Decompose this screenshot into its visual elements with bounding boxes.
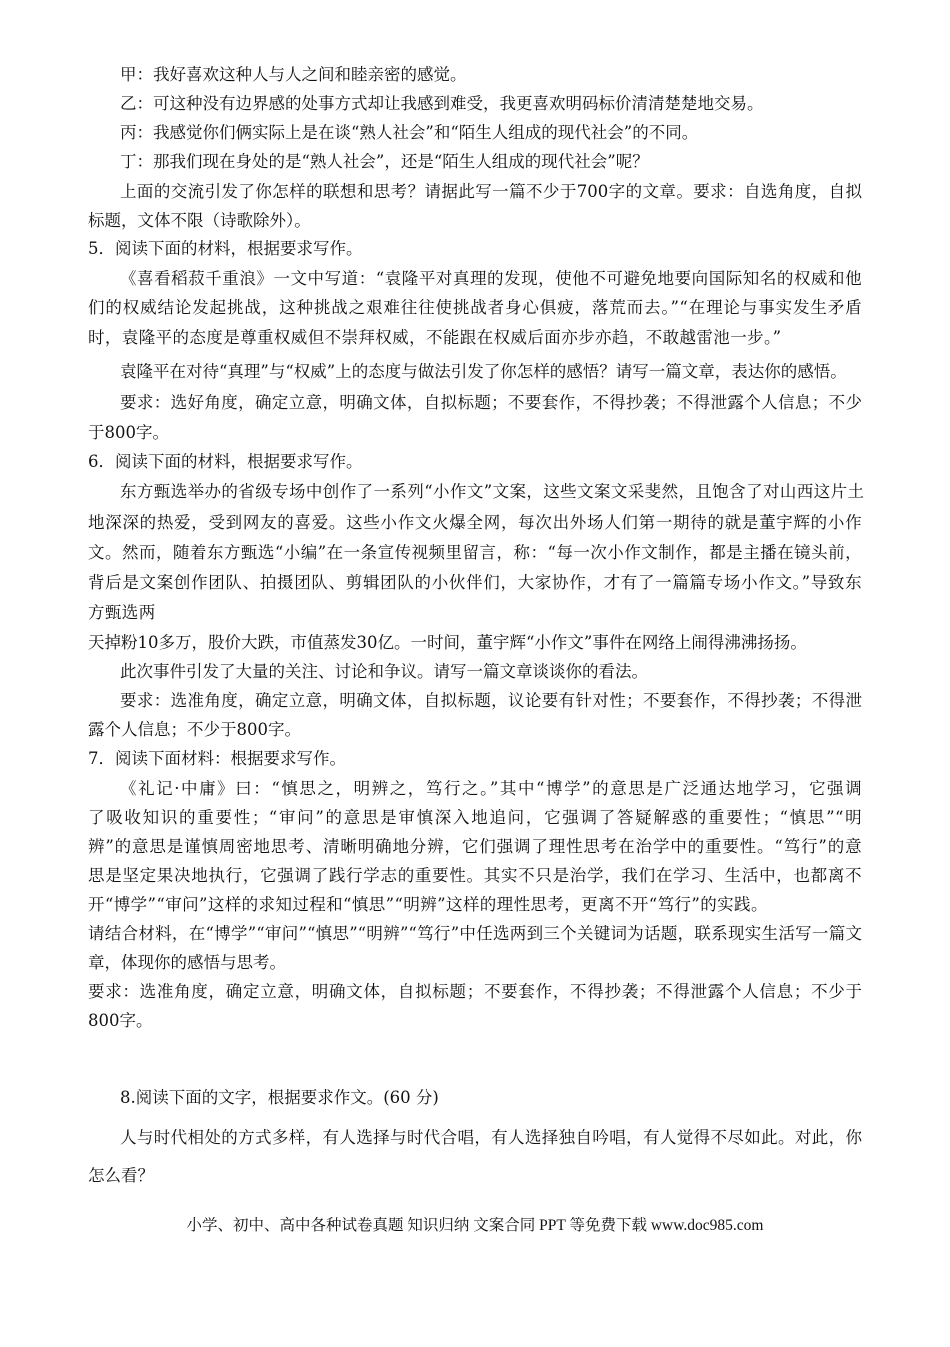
q7-material-line-4: 思是坚定果决地执行，它强调了践行学志的重要性。其实不只是治学，我们在学习、生活中，也都离不 xyxy=(88,866,862,885)
q5-requirement-line-1: 要求：选好角度，确定立意，明确文体，自拟标题；不要套作，不得抄袭；不得泄露个人信息；不少 xyxy=(120,393,862,412)
q6-task: 此次事件引发了大量的关注、讨论和争议。请写一篇文章谈谈你的看法。 xyxy=(120,662,648,681)
q8-material-line-1: 人与时代相处的方式多样，有人选择与时代合唱，有人选择独自吟唱，有人觉得不尽如此。对此，你 xyxy=(120,1128,862,1147)
q5-quote-line-2: 们的权威结论发起挑战，这种挑战之艰难往往使挑战者身心俱疲，落荒而去。”“在理论与事实发生矛盾 xyxy=(88,298,862,317)
q6-material-line-4: 背后是文案创作团队、拍摄团队、剪辑团队的小伙伴们，大家协作，才有了一篇篇专场小作文。”导致东 xyxy=(88,573,862,592)
q7-material-line-5: 开“博学”“审问”这样的求知过程和“慎思”“明辨”这样的理性思考，更离不开“笃行”的实践。 xyxy=(88,895,768,914)
q7-heading: 7．阅读下面材料：根据要求写作。 xyxy=(88,749,346,768)
dialogue-ding: 丁：那我们现在身处的是“熟人社会”，还是“陌生人组成的现代社会”呢？ xyxy=(120,152,649,171)
dialogue-yi: 乙：可这种没有边界感的处事方式却让我感到难受，我更喜欢明码标价清清楚楚地交易。 xyxy=(120,94,764,113)
q6-material-line-2: 地深深的热爱，受到网友的喜爱。这些小作文火爆全网，每次出外场人们第一期待的就是董宇辉的小作 xyxy=(88,513,862,532)
dialogue-prompt-line-1: 上面的交流引发了你怎样的联想和思考？请据此写一篇不少于700字的文章。要求：自选角度，自拟 xyxy=(120,182,862,201)
q7-task-line-2: 章，体现你的感悟与思考。 xyxy=(88,953,286,972)
dialogue-jia: 甲：我好喜欢这种人与人之间和睦亲密的感觉。 xyxy=(120,65,467,84)
q5-quote-line-3: 时，袁隆平的态度是尊重权威但不崇拜权威，不能跟在权威后面亦步亦趋，不敢越雷池一步。” xyxy=(88,328,782,347)
q7-material-line-3: 辨”的意思是谨慎周密地思考、清晰明确地分辨，它们强调了理性思考在治学中的重要性。“笃行”的意 xyxy=(88,837,862,856)
q6-material-line-1: 东方甄选举办的省级专场中创作了一系列“小作文”文案，这些文案文采斐然，且饱含了对山西这片土 xyxy=(120,482,865,501)
page-footer: 小学、初中、高中各种试卷真题 知识归纳 文案合同 PPT 等免费下载 www.doc985.com xyxy=(186,1217,764,1234)
q7-task-line-1: 请结合材料，在“博学”“审问”“慎思”“明辨”“笃行”中任选两到三个关键词为话题，联系现实生活写一篇文 xyxy=(88,924,862,943)
q6-requirement-line-1: 要求：选准角度，确定立意，明确文体，自拟标题，议论要有针对性；不要套作，不得抄袭；不得泄 xyxy=(120,691,862,710)
q7-requirement-line-2: 800字。 xyxy=(88,1011,153,1030)
q6-heading: 6．阅读下面的材料，根据要求写作。 xyxy=(88,452,363,471)
q6-material-line-6: 天掉粉10多万，股价大跌，市值蒸发30亿。一时间，董宇辉“小作文”事件在网络上闹得沸沸扬扬。 xyxy=(88,633,807,652)
q8-material-line-2: 怎么看？ xyxy=(88,1166,154,1185)
q5-task: 袁隆平在对待“真理”与“权威”上的态度与做法引发了你怎样的感悟？请写一篇文章，表达你的感悟。 xyxy=(120,362,847,381)
dialogue-bing: 丙：我感觉你们俩实际上是在谈“熟人社会”和“陌生人组成的现代社会”的不同。 xyxy=(120,123,699,142)
q6-material-line-5: 方甄选两 xyxy=(88,603,156,622)
q5-heading: 5．阅读下面的材料，根据要求写作。 xyxy=(88,239,363,258)
q6-requirement-line-2: 露个人信息；不少于800字。 xyxy=(88,720,301,739)
q5-requirement-line-2: 于800字。 xyxy=(88,423,169,442)
q7-requirement-line-1: 要求：选准角度，确定立意，明确文体，自拟标题；不要套作，不得抄袭；不得泄露个人信息；不少于 xyxy=(88,982,862,1001)
q8-heading: 8.阅读下面的文字，根据要求作文。(60 分) xyxy=(120,1088,439,1107)
q5-quote-line-1: 《喜看稻菽千重浪》一文中写道：“袁隆平对真理的发现，使他不可避免地要向国际知名的权威和他 xyxy=(120,269,862,288)
dialogue-prompt-line-2: 标题，文体不限（诗歌除外）。 xyxy=(88,211,311,230)
q7-material-line-2: 了吸收知识的重要性；“审问”的意思是审慎深入地追问，它强调了答疑解惑的重要性；“慎思”“明 xyxy=(88,808,862,827)
q7-material-line-1: 《礼记·中庸》曰：“慎思之，明辨之，笃行之。”其中“博学”的意思是广泛通达地学习，它强调 xyxy=(120,779,862,798)
q6-material-line-3: 文。然而，随着东方甄选“小编”在一条宣传视频里留言，称：“每一次小作文制作，都是主播在镜头前， xyxy=(88,543,862,562)
